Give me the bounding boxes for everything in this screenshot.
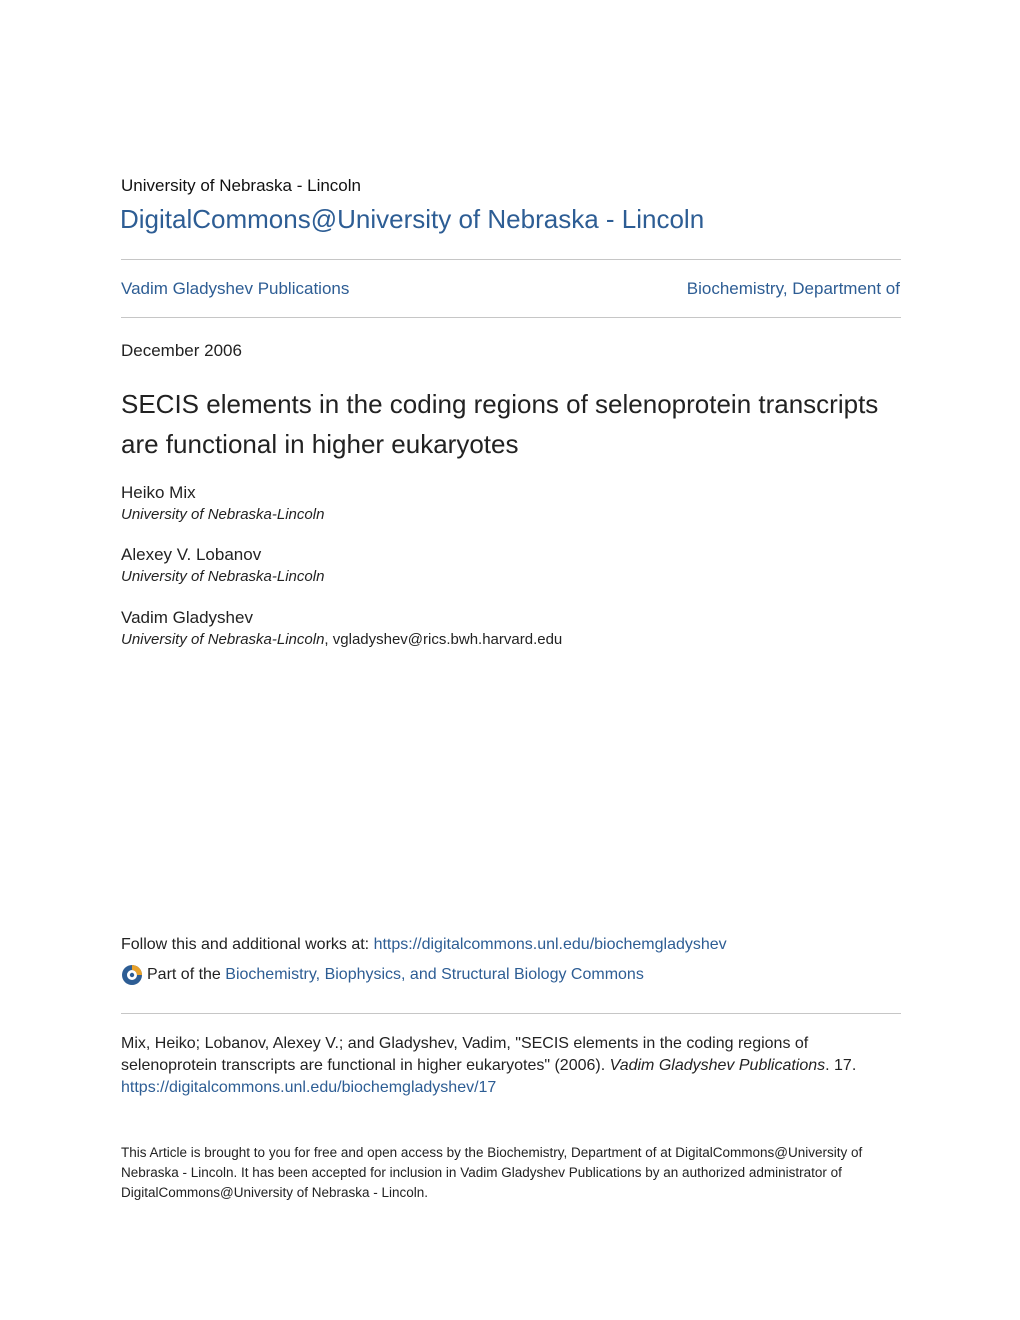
access-notice: This Article is brought to you for free and open access by the Biochemistry, Department of at DigitalCommons@University of Nebraska - Lincoln. It has been accepted for inclusion in Vadim Gladyshev Publications by an authorized administrator of DigitalCommons@University of Nebraska - Lincoln.: [121, 1145, 863, 1200]
citation-series: Vadim Gladyshev Publications: [609, 1057, 826, 1074]
citation-number: . 17.: [825, 1057, 857, 1074]
divider-top: [121, 259, 901, 260]
network-logo-icon: [121, 964, 143, 986]
author-name: Alexey V. Lobanov: [121, 545, 262, 564]
author-affiliation: University of Nebraska-Lincoln, vgladyshev@rics.bwh.harvard.edu: [121, 631, 563, 648]
divider-citation: [121, 1013, 901, 1014]
commons-link[interactable]: Biochemistry, Biophysics, and Structural Biology Commons: [225, 966, 644, 983]
citation-text: Mix, Heiko; Lobanov, Alexey V.; and Gladyshev, Vadim, "SECIS elements in the coding regions of selenoprotein transcripts are functional in higher eukaryotes" (2006).: [121, 1035, 809, 1074]
publication-date: December 2006: [121, 341, 242, 360]
author-email: vgladyshev@rics.bwh.harvard.edu: [332, 631, 563, 648]
part-of-line: [121, 964, 644, 986]
series-link[interactable]: Vadim Gladyshev Publications: [121, 279, 350, 298]
paper-title: SECIS elements in the coding regions of selenoprotein transcripts are functional in higher eukaryotes: [121, 389, 879, 459]
author-affiliation: University of Nebraska-Lincoln: [121, 568, 325, 585]
author-affiliation: University of Nebraska-Lincoln: [121, 506, 325, 523]
follow-line: [121, 936, 727, 954]
author-name: Vadim Gladyshev: [121, 608, 253, 627]
citation-url-link[interactable]: https://digitalcommons.unl.edu/biochemgladyshev/17: [121, 1079, 497, 1096]
divider-nav: [121, 317, 901, 318]
part-of-label: Part of the: [147, 966, 221, 983]
recommended-citation: [121, 1033, 901, 1099]
department-link[interactable]: Biochemistry, Department of: [686, 279, 900, 298]
institution-name: University of Nebraska - Lincoln: [121, 176, 361, 195]
collection-url-link[interactable]: https://digitalcommons.unl.edu/biochemgladyshev: [373, 936, 727, 953]
repository-link[interactable]: DigitalCommons@University of Nebraska - Lincoln: [120, 204, 705, 234]
follow-label: Follow this and additional works at:: [121, 936, 374, 953]
author-name: Heiko Mix: [121, 483, 196, 502]
